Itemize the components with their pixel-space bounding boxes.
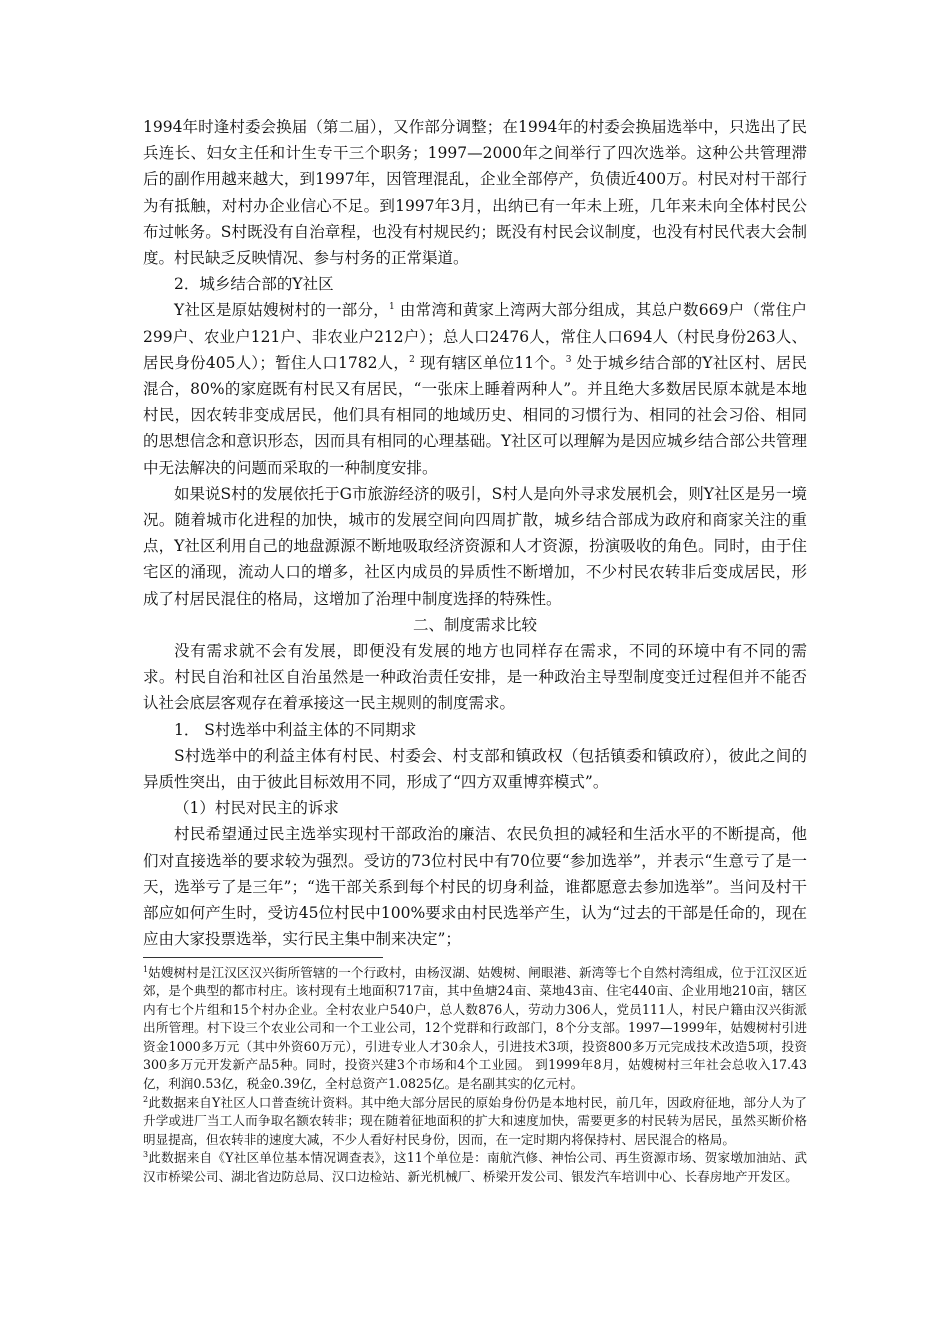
paragraph-2-part-a: Y社区是原姑嫂树村的一部分， xyxy=(174,301,389,320)
document-page xyxy=(143,114,807,1187)
paragraph-2 xyxy=(143,297,807,480)
paragraph-2-part-c: 现有辖区单位11个。 xyxy=(414,353,566,372)
paragraph-2-part-b: 由常湾和黄家上湾两大部分组成，其总户数669户（常住户299户、农业户121户、非农业户212户）；总人口2476人，常住人口694人（村民身份263人、居民身份405人）；暂住人口1782人， xyxy=(143,301,808,372)
paragraph-6: 村民希望通过民主选举实现村干部政治的廉洁、农民负担的减轻和生活水平的不断提高，他们对直接选举的要求较为强烈。受访的73位村民中有70位要“参加选举”，并表示“生意亏了是一天，选举亏了是三年”；“选干部关系到每个村民的切身利益，谁都愿意去参加选举”。当问及村干部应如何产生时，受访45位村民中100%要求由村民选举产生，认为“过去的干部是任命的，现在应由大家投票选举，实行民主集中制来决定”； xyxy=(143,825,807,949)
footnote-1-mark: 1 xyxy=(143,964,149,974)
paragraph-5: S村选举中的利益主体有村民、村委会、村支部和镇政权（包括镇委和镇政府），彼此之间的异质性突出，由于彼此目标效用不同，形成了“四方双重博弈模式”。 xyxy=(143,746,807,792)
subheading-villagers-demand: （1）村民对民主的诉求 xyxy=(174,799,339,818)
footnote-2 xyxy=(143,1094,807,1150)
footnote-ref-2[interactable]: 2 xyxy=(409,354,415,365)
paragraph-3: 如果说S村的发展依托于G市旅游经济的吸引，S村人是向外寻求发展机会，则Y社区是另一境况。随着城市化进程的加快，城市的发展空间向四周扩散，城乡结合部成为政府和商家关注的重点，Y社区利用自己的地盘源源不断地吸取经济资源和人才资源，扮演吸收的角色。同时，由于住宅区的涌现，流动人口的增多，社区内成员的异质性不断增加，不少村民农转非后变成居民，形成了村居民混住的格局，这增加了治理中制度选择的特殊性。 xyxy=(143,484,807,608)
footnote-ref-1[interactable]: 1 xyxy=(388,302,395,313)
section-heading: 二、制度需求比较 xyxy=(412,615,537,634)
paragraph-1: 1994年时逢村委会换届（第二届），又作部分调整；在1994年的村委会换届选举中，只选出了民兵连长、妇女主任和计生专干三个职务；1997—2000年之间举行了四次选举。这种公共管理滞后的副作用越来越大，到1997年，因管理混乱，企业全部停产，负债近400万。村民对村干部行为有抵触，对村办企业信心不足。到1997年3月，出纳已有一年未上班，几年来未向全体村民公布过帐务。S村既没有自治章程，也没有村规民约；既没有村民会议制度，也没有村民代表大会制度。村民缺乏反映情况、参与村务的正常渠道。 xyxy=(143,118,807,268)
subheading-s-village-election: 1． S村选举中利益主体的不同期求 xyxy=(174,720,417,739)
footnote-3-mark: 3 xyxy=(143,1150,149,1160)
subheading-y-community: 2．城乡结合部的Y社区 xyxy=(174,275,334,294)
footnote-2-mark: 2 xyxy=(143,1094,149,1104)
footnote-3-text: 此数据来自《Y社区单位基本情况调查表》，这11个单位是：南航汽修、神怡公司、再生资源市场、贺家墩加油站、武汉市桥梁公司、湖北省边防总局、汉口边检站、新光机械厂、桥梁开发公司、银发汽车培训中心、长春房地产开发区。 xyxy=(143,1150,807,1185)
paragraph-4: 没有需求就不会有发展，即便没有发展的地方也同样存在需求，不同的环境中有不同的需求。村民自治和社区自治虽然是一种政治责任安排，是一种政治主导型制度变迁过程但并不能否认社会底层客观存在着承接这一民主规则的制度需求。 xyxy=(143,642,807,713)
footnote-2-text: 此数据来自Y社区人口普查统计资料。其中绝大部分居民的原始身份仍是本地村民，前几年，因政府征地，部分人为了升学或进厂当工人而争取名额农转非；现在随着征地面积的扩大和速度加快，需要更多的村民转为居民，虽然买断价格明显提高，但农转非的速度大减，不少人看好村民身份，因而，在一定时期内将保持村、居民混合的格局。 xyxy=(143,1094,807,1147)
footnote-1-text: 姑嫂树村是江汉区汉兴街所管辖的一个行政村，由杨汊湖、姑嫂树、闸眼港、新湾等七个自然村湾组成，位于江汉区近郊，是个典型的都市村庄。该村现有土地面积717亩，其中鱼塘24亩、菜地43亩、住宅440亩、企业用地210亩，辖区内有七个片组和15个村办企业。全村农业户540户，总人数876人，劳动力306人，党员111人，村民户籍由汉兴街派出所管理。村下设三个农业公司和一个工业公司，12个党群和行政部门，8个分支部。1997—1999年，姑嫂树村引进资金1000多万元（其中外资60万元），引进专业人才30余人，引进技术3项，投资800多万元完成技术改造5项，投资300多万元开发新产品5种。同时，投资兴建3个市场和4个工业园。 到1999年8月，姑嫂树村三年社会总收入17.43亿，利润0.53亿，税金0.39亿，全村总资产1.0825亿。是名副其实的亿元村。 xyxy=(143,964,807,1092)
footnote-ref-3[interactable]: 3 xyxy=(565,354,572,365)
footnote-divider xyxy=(143,957,383,958)
footnote-3 xyxy=(143,1149,807,1186)
paragraph-2-part-d: 处于城乡结合部的Y社区村、居民混合，80%的家庭既有村民又有居民，“一张床上睡着两种人”。并且绝大多数居民原本就是本地村民，因农转非变成居民，他们具有相同的地域历史、相同的习惯行为、相同的社会习俗、相同的思想信念和意识形态，因而具有相同的心理基础。Y社区可以理解为是因应城乡结合部公共管理中无法解决的问题而采取的一种制度安排。 xyxy=(143,353,807,477)
footnote-1 xyxy=(143,964,807,1094)
